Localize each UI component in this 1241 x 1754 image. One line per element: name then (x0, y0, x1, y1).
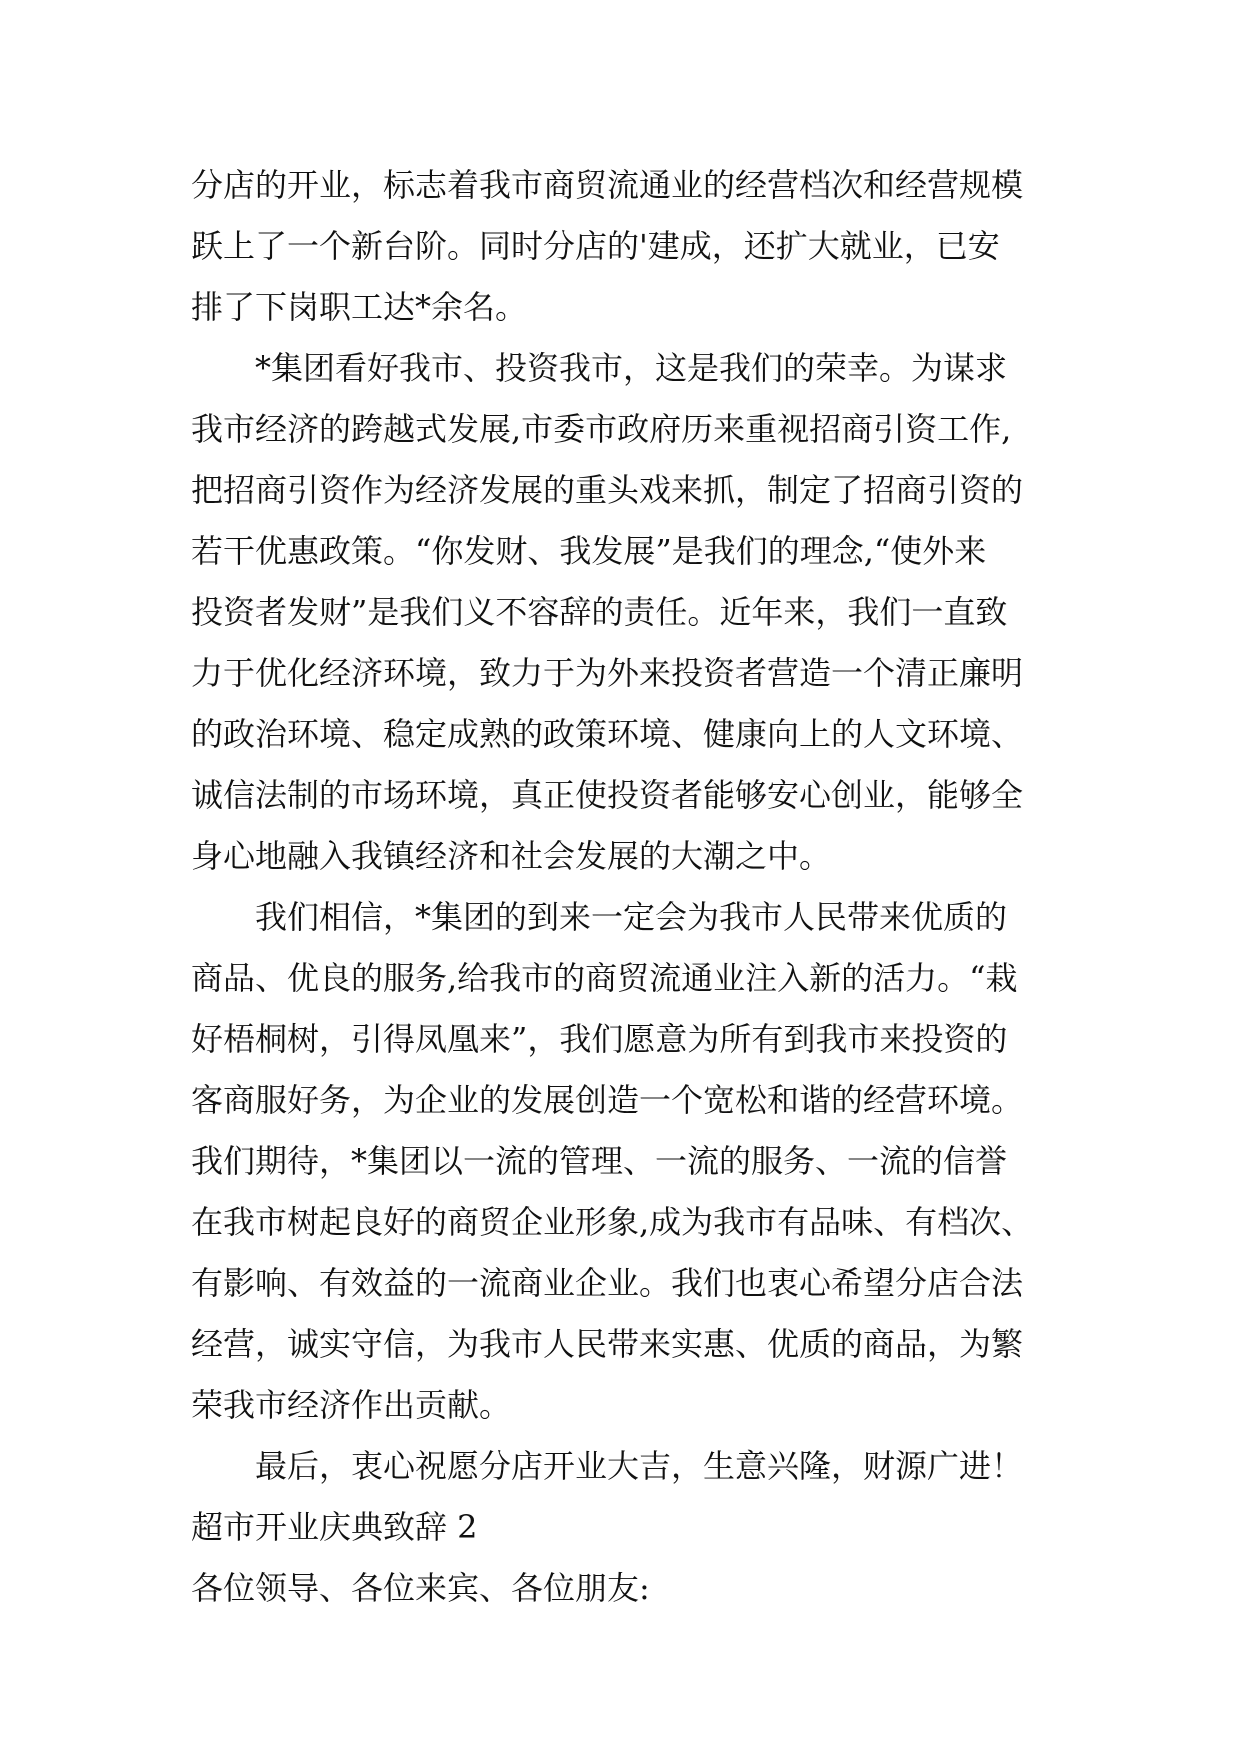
text-line: 若干优惠政策。“你发财、我发展”是我们的理念,“使外来 (191, 532, 987, 570)
text-line: 分店的开业，标志着我市商贸流通业的经营档次和经营规模 (191, 166, 1024, 204)
text-line: 把招商引资作为经济发展的重头戏来抓，制定了招商引资的 (191, 471, 1024, 509)
text-line: 有影响、有效益的一流商业企业。我们也衷心希望分店合法 (191, 1264, 1024, 1302)
text-line: 跃上了一个新台阶。同时分店的'建成，还扩大就业，已安 (191, 227, 1000, 265)
document-body (191, 155, 1071, 1619)
paragraph-start-line: 我们相信，*集团的到来一定会为我市人民带来优质的 (255, 898, 1008, 936)
text-line: 好梧桐树，引得凤凰来”，我们愿意为所有到我市来投资的 (191, 1020, 1008, 1058)
paragraph-start-line: *集团看好我市、投资我市，这是我们的荣幸。为谋求 (255, 349, 1008, 387)
text-line: 荣我市经济作出贡献。 (191, 1386, 512, 1424)
text-line: 商品、优良的服务,给我市的商贸流通业注入新的活力。“栽 (191, 959, 1018, 997)
text-line: 排了下岗职工达*余名。 (191, 288, 528, 326)
section-title: 超市开业庆典致辞 2 (191, 1508, 478, 1546)
text-line: 经营，诚实守信，为我市人民带来实惠、优质的商品，为繁 (191, 1325, 1024, 1363)
text-line: 投资者发财”是我们义不容辞的责任。近年来，我们一直致 (191, 593, 1008, 631)
text-line: 身心地融入我镇经济和社会发展的大潮之中。 (191, 837, 832, 875)
text-line: 的政治环境、稳定成熟的政策环境、健康向上的人文环境、 (191, 715, 1024, 753)
text-line: 我市经济的跨越式发展,市委市政府历来重视招商引资工作, (191, 410, 1012, 448)
closing-wish-line: 最后，衷心祝愿分店开业大吉，生意兴隆，财源广进！ (255, 1447, 1024, 1485)
text-line: 我们期待，*集团以一流的管理、一流的服务、一流的信誉 (191, 1142, 1008, 1180)
text-line: 在我市树起良好的商贸企业形象,成为我市有品味、有档次、 (191, 1203, 1034, 1241)
text-line: 客商服好务，为企业的发展创造一个宽松和谐的经营环境。 (191, 1081, 1024, 1119)
text-line: 诚信法制的市场环境，真正使投资者能够安心创业，能够全 (191, 776, 1024, 814)
salutation-line: 各位领导、各位来宾、各位朋友: (191, 1569, 650, 1607)
text-line: 力于优化经济环境，致力于为外来投资者营造一个清正廉明 (191, 654, 1024, 692)
